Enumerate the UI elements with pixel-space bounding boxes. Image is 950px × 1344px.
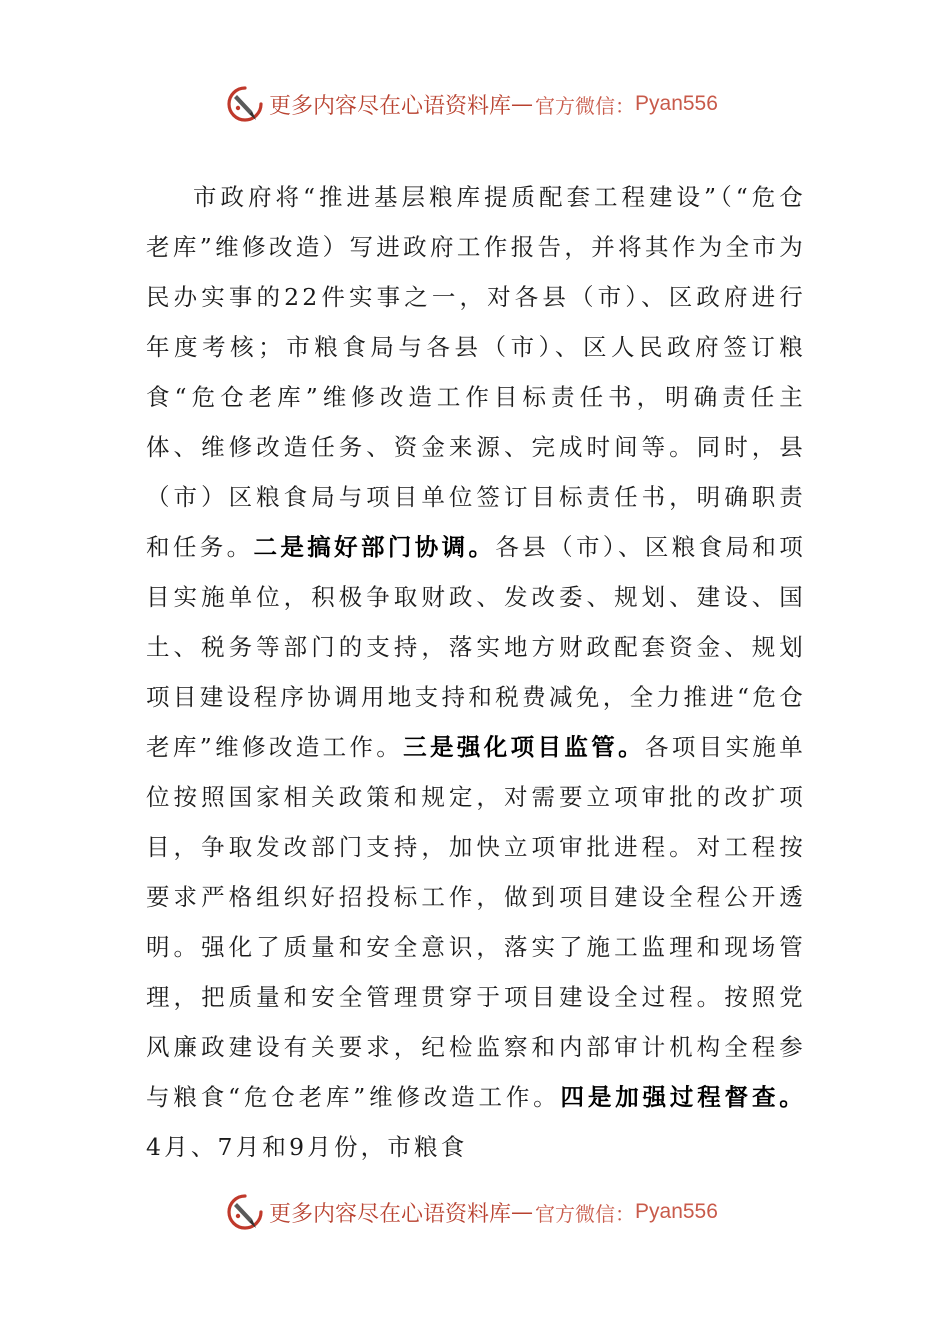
paragraph-text: 市政府将“推进基层粮库提质配套工程建设”（“危仓老库”维修改造）写进政府工作报告，并将其作为全市为民办实事的22件实事之一，对各县（市）、区政府进行年度考核；市粮食局与各县（市）、区人民政府签订粮食“危仓老库”维修改造工作目标责任书，明确责任主体、维修改造任务、资金来源、完成时间等。同时，县（市）区粮食局与项目单位签订目标责任书，明确职责和任务。 bbox=[146, 183, 806, 561]
paragraph-text: 各项目实施单位按照国家相关政策和规定，对需要立项审批的改扩项目，争取发改部门支持，加快立项审批进程。对工程按要求严格组织好招投标工作，做到项目建设全程公开透明。强化了质量和安全意识，落实了施工监理和现场管理，把质量和安全管理贯穿于项目建设全过程。按照党风廉政建设有关要求，纪检监察和内部审计机构全程参与粮食“危仓老库”维修改造工作。 bbox=[146, 733, 806, 1111]
banner-dash: — bbox=[511, 1199, 534, 1225]
banner-title: 更多内容尽在心语资料库 bbox=[269, 93, 512, 119]
banner-title: 更多内容尽在心语资料库 bbox=[269, 1201, 512, 1227]
section-heading: 三是强化项目监管。 bbox=[403, 733, 645, 761]
banner-wechat-id: Pyan556 bbox=[635, 1200, 718, 1223]
paragraph-text: 各县（市）、区粮食局和项目实施单位，积极争取财政、发改委、规划、建设、国土、税务等部门的支持，落实地方财政配套资金、规划项目建设程序协调用地支持和税费减免，全力推进“危仓老库”维修改造工作。 bbox=[146, 533, 806, 761]
section-heading: 四是加强过程督查。 bbox=[560, 1083, 806, 1111]
banner-dash: — bbox=[511, 91, 534, 117]
paragraph-text: 4月、7月和9月份，市粮食 bbox=[146, 1133, 468, 1161]
section-heading: 二是搞好部门协调。 bbox=[253, 533, 496, 561]
header-banner bbox=[225, 80, 718, 128]
banner-wechat-id: Pyan556 bbox=[635, 92, 718, 115]
footer-banner bbox=[225, 1188, 718, 1236]
banner-wechat-label: 官方微信： bbox=[535, 1201, 636, 1226]
fountain-pen-logo-icon bbox=[225, 1192, 265, 1232]
banner-wechat-label: 官方微信： bbox=[535, 93, 636, 118]
document-body bbox=[146, 172, 806, 1172]
fountain-pen-logo-icon bbox=[225, 84, 265, 124]
